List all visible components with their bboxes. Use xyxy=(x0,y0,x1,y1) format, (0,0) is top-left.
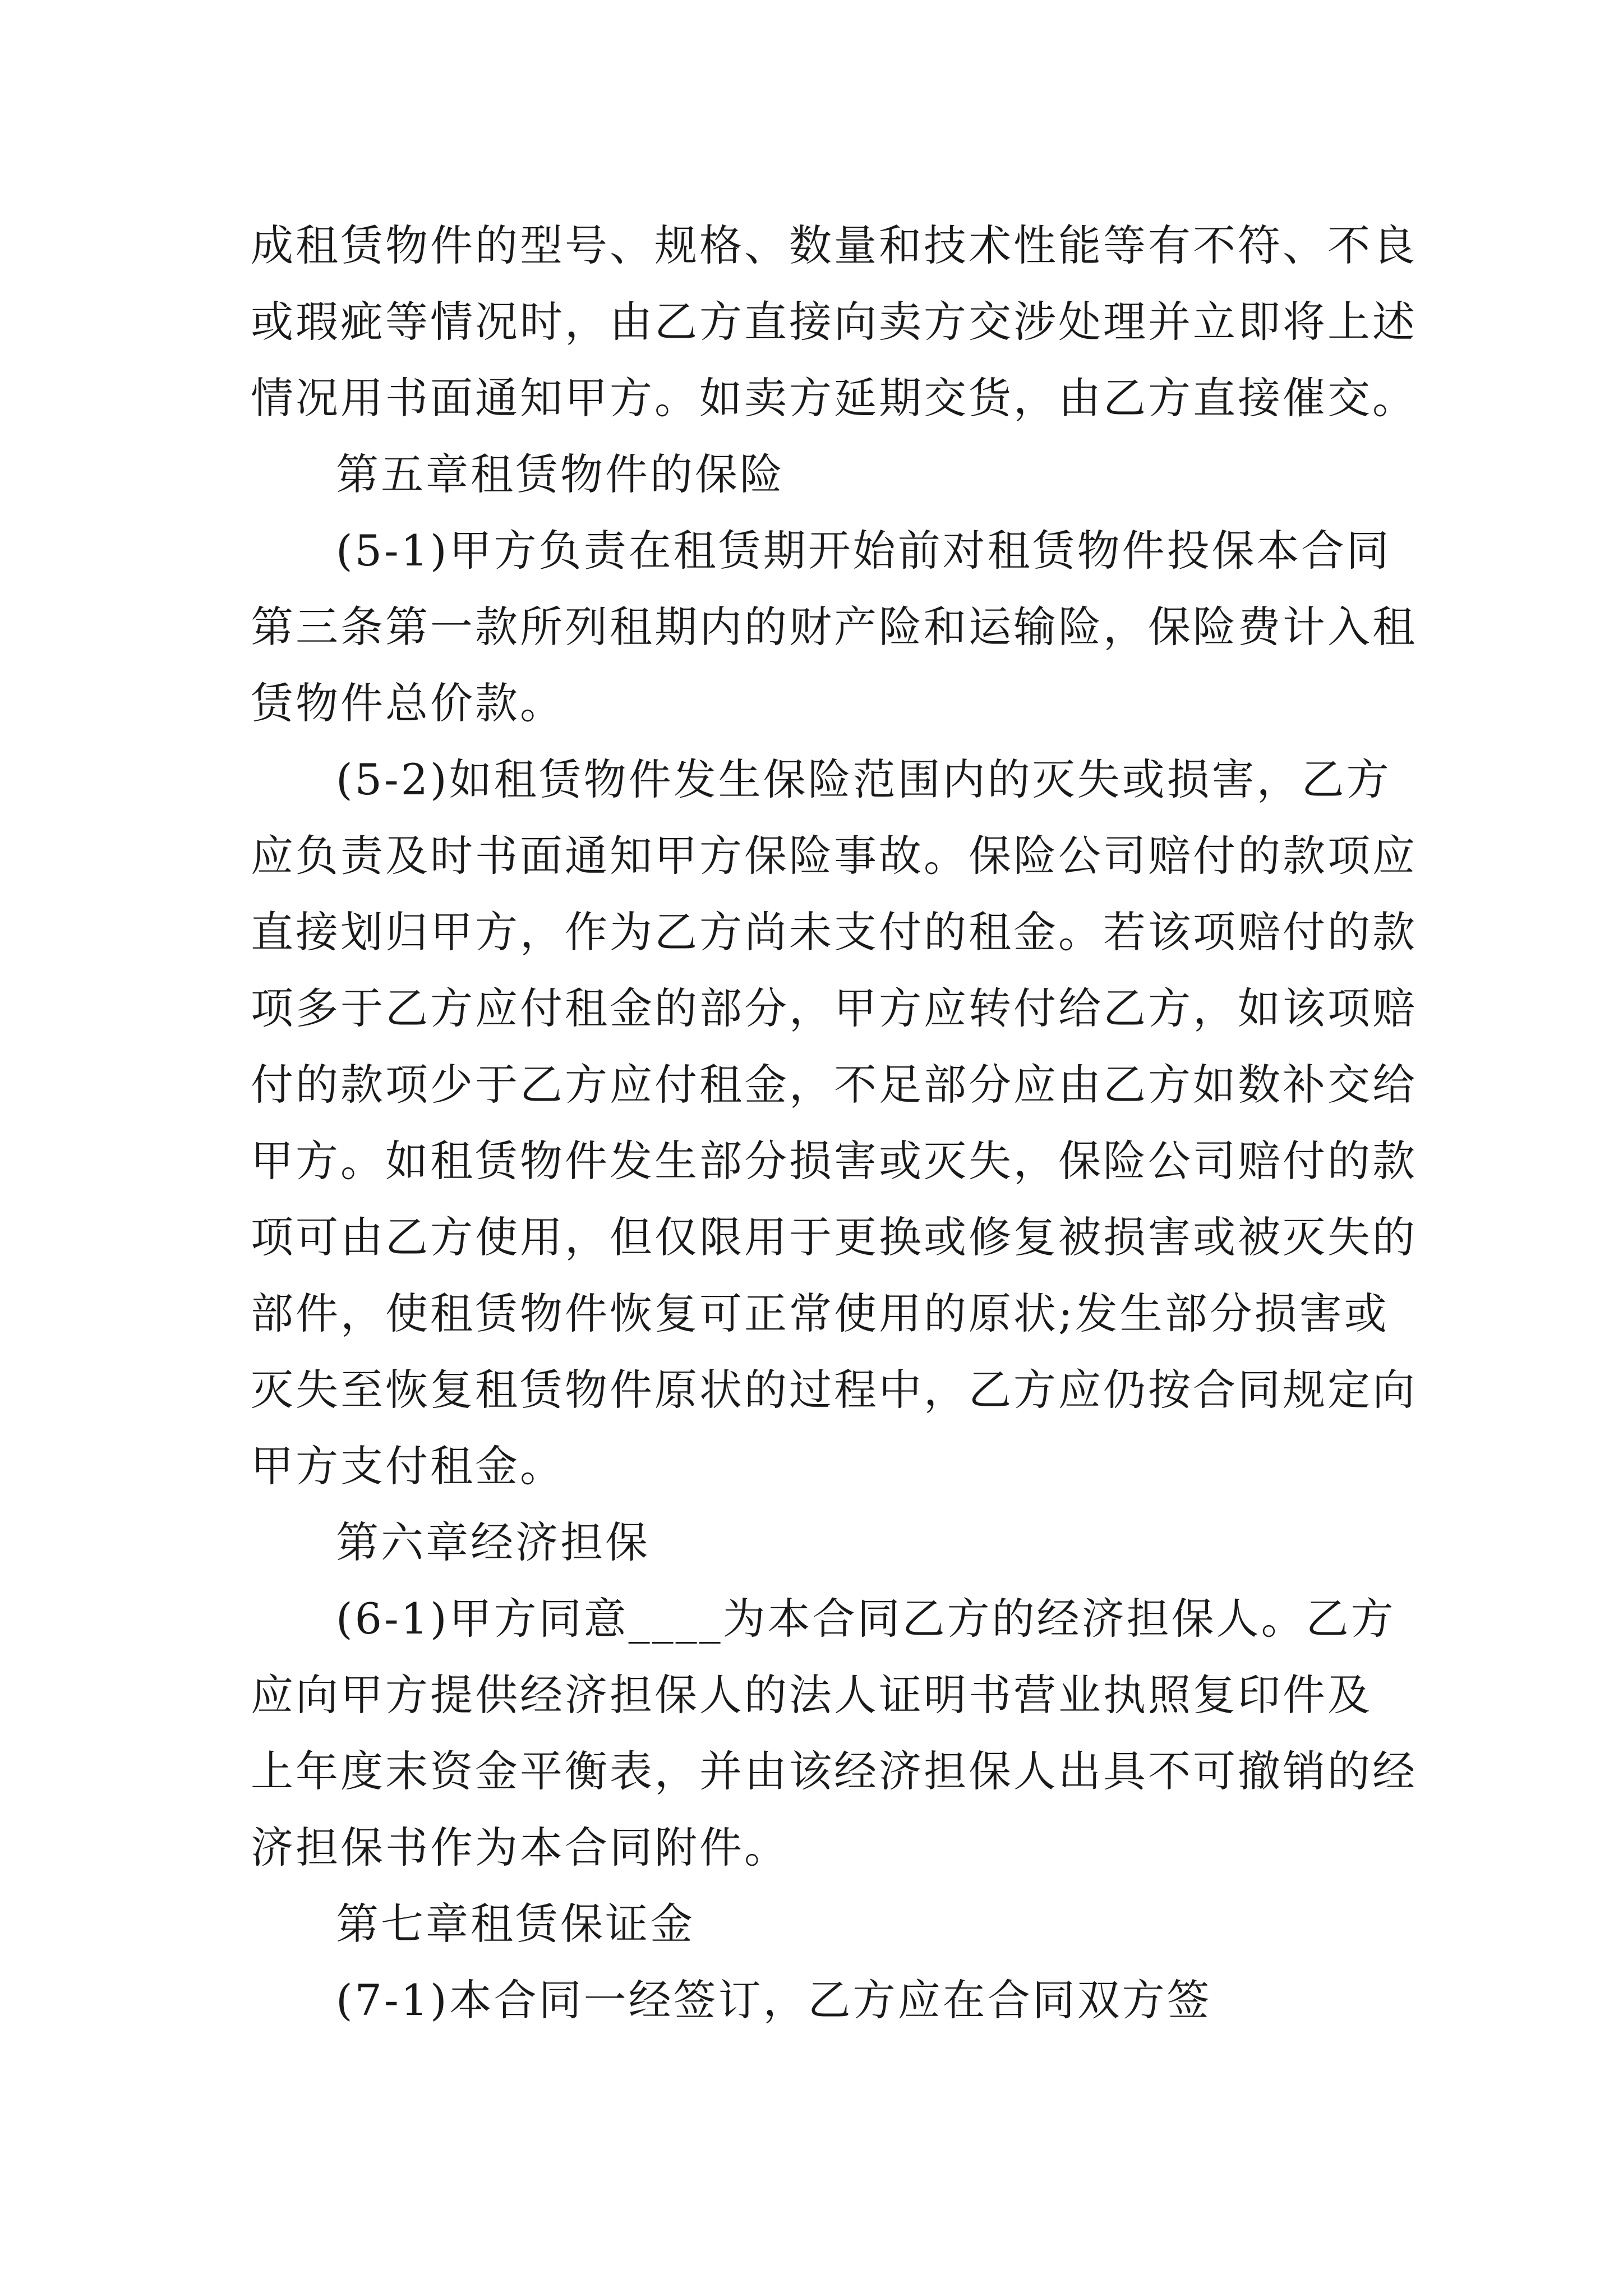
chapter-heading-5: 第五章租赁物件的保险 xyxy=(336,449,785,499)
text-line: 项多于乙方应付租金的部分，甲方应转付给乙方，如该项赔 xyxy=(251,983,1417,1033)
text-line: 第三条第一款所列租期内的财产险和运输险，保险费计入租 xyxy=(251,602,1417,652)
text-line: 上年度末资金平衡表，并由该经济担保人出具不可撤销的经 xyxy=(251,1746,1417,1796)
document-body xyxy=(251,208,1417,2039)
text-line: (5-1)甲方负责在租赁期开始前对租赁物件投保本合同 xyxy=(336,526,1391,576)
clause-6-1 xyxy=(251,1581,1417,1886)
text-line: 部件，使租赁物件恢复可正常使用的原状;发生部分损害或 xyxy=(251,1289,1389,1338)
text-line: 直接划归甲方，作为乙方尚未支付的租金。若该项赔付的款 xyxy=(251,907,1417,957)
text-line: 付的款项少于乙方应付租金，不足部分应由乙方如数补交给 xyxy=(251,1060,1417,1110)
text-line: 项可由乙方使用，但仅限用于更换或修复被损害或被灭失的 xyxy=(251,1212,1417,1262)
text-line: 灭失至恢复租赁物件原状的过程中，乙方应仍按合同规定向 xyxy=(251,1365,1417,1415)
text-line: 情况用书面通知甲方。如卖方延期交货，由乙方直接催交。 xyxy=(251,373,1417,423)
text-line: 成租赁物件的型号、规格、数量和技术性能等有不符、不良 xyxy=(251,220,1417,270)
text-line: 或瑕疵等情况时，由乙方直接向卖方交涉处理并立即将上述 xyxy=(251,297,1417,347)
chapter-heading-7: 第七章租赁保证金 xyxy=(336,1899,695,1949)
clause-7-1 xyxy=(251,1962,1389,2039)
chapter-heading-6: 第六章经济担保 xyxy=(336,1517,650,1567)
text-line: (7-1)本合同一经签订，乙方应在合同双方签 xyxy=(336,1975,1212,2025)
paragraph-continuation xyxy=(251,208,1417,436)
text-line: 应向甲方提供经济担保人的法人证明书营业执照复印件及 xyxy=(251,1670,1372,1720)
text-line: (6-1)甲方同意____为本合同乙方的经济担保人。乙方 xyxy=(336,1594,1396,1644)
text-line: 赁物件总价款。 xyxy=(251,678,565,728)
text-line: 济担保书作为本合同附件。 xyxy=(251,1823,789,1872)
text-line: (5-2)如租赁物件发生保险范围内的灭失或损害，乙方 xyxy=(336,754,1391,804)
text-line: 应负责及时书面通知甲方保险事故。保险公司赔付的款项应 xyxy=(251,831,1417,881)
text-line: 甲方。如租赁物件发生部分损害或灭失，保险公司赔付的款 xyxy=(251,1136,1417,1186)
clause-5-2 xyxy=(251,742,1417,1504)
text-line: 甲方支付租金。 xyxy=(251,1441,565,1491)
clause-5-1 xyxy=(251,513,1417,742)
